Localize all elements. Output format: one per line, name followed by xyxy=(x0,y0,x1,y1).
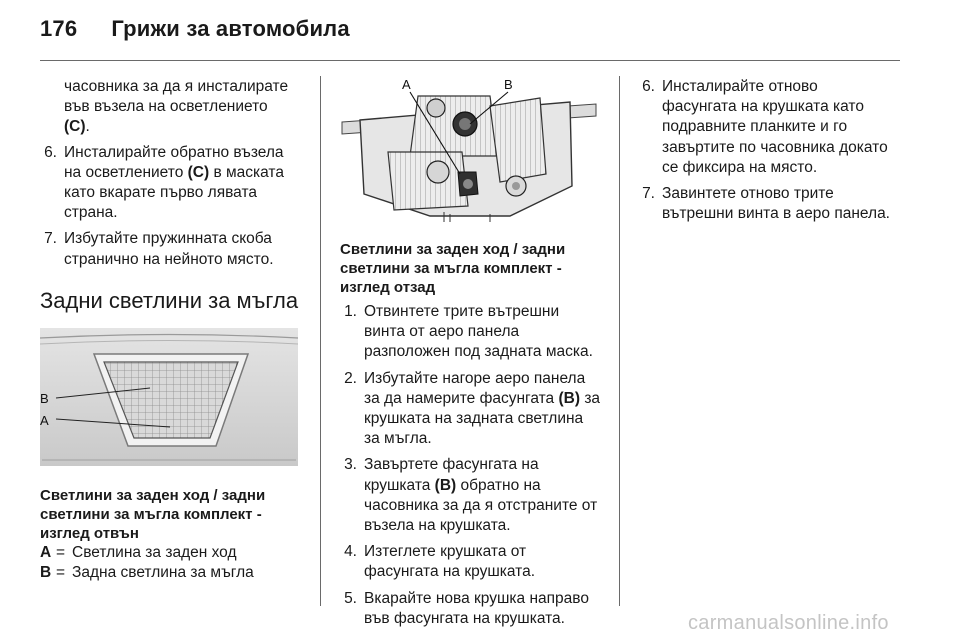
left-column xyxy=(40,77,302,583)
figure-label-b: B xyxy=(40,390,49,406)
chapter-title: Грижи за автомобила xyxy=(111,16,350,41)
column-divider-left xyxy=(320,76,321,606)
figure-caption: Светлини за заден ход / задни светлини за мъгла комплект - изглед отзад xyxy=(340,241,566,296)
figure-label-a: A xyxy=(402,77,411,92)
step-6: 6. Инсталирайте обратно възела на осветлението (C) в маската като вкарате първо лявата страна. xyxy=(44,143,284,222)
right-column xyxy=(638,77,908,230)
column-divider-right xyxy=(619,76,620,606)
step-3: 3. Завъртете фасунгата на крушката (B) обратно на часовника за да я отстраните от възела на крушката. xyxy=(344,456,598,535)
step-5: 5. Вкарайте нова крушка направо във фасунгата на крушката. xyxy=(344,589,589,627)
watermark: carmanualsonline.info xyxy=(688,612,889,634)
step-6: 6. Инсталирайте отново фасунгата на крушката като подравните планките и го завъртите по часовника докато се фиксира на място. xyxy=(642,78,888,176)
step-7: 7. Завинтете отново трите вътрешни винта в аеро панела. xyxy=(642,185,890,223)
figure-caption: Светлини за заден ход / задни светлини за мъгла комплект - изглед отвън xyxy=(40,486,266,542)
continued-step-text: часовника за да я инсталирате във възела на осветлението (C). xyxy=(64,78,289,136)
header-divider xyxy=(40,60,900,61)
step-4: 4. Изтеглете крушката от фасунгата на крушката. xyxy=(344,543,536,581)
step-2: 2. Избутайте нагоре аеро панела за да намерите фасунгата (B) за крушката на задната светлина за мъгла. xyxy=(344,369,601,448)
rear-lamp-assembly-figure xyxy=(340,76,598,224)
figure-legend: A = Светлина за заден ход B = Задна светлина за мъгла xyxy=(40,543,254,581)
exterior-lamp-figure xyxy=(40,328,298,466)
figure-label-a: A xyxy=(40,412,49,428)
step-1: 1. Отвинтете трите вътрешни винта от аеро панела разположен под задната маска. xyxy=(344,303,593,361)
step-7: 7. Избутайте пружинната скоба странично на нейното място. xyxy=(44,230,274,268)
page-header xyxy=(40,16,350,42)
page-number: 176 xyxy=(40,16,78,41)
figure-label-b: B xyxy=(504,77,513,92)
middle-column xyxy=(340,76,610,635)
section-title: Задни светлини за мъгла xyxy=(40,287,299,313)
